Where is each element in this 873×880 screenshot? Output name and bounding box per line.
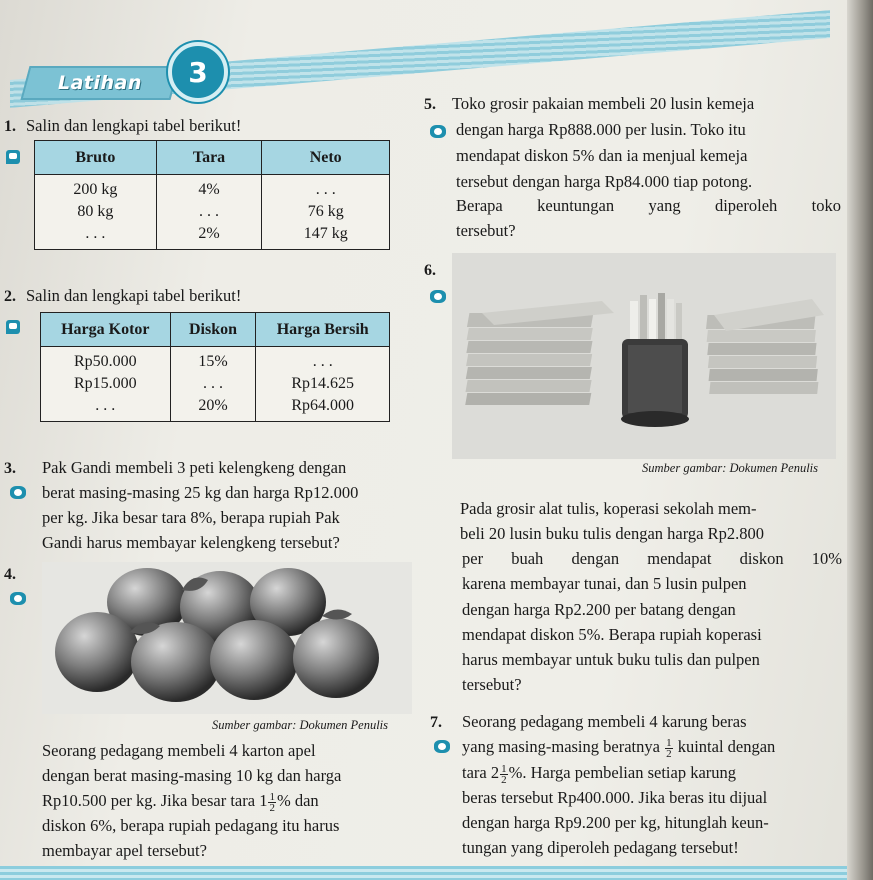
q1-cell: 76 kg	[262, 200, 390, 225]
q5-line: tersebut?	[456, 221, 516, 240]
discussion-icon	[6, 150, 20, 164]
apple	[131, 622, 221, 702]
q2-cell: . . .	[256, 347, 390, 372]
q7-tara-numerator: 1	[501, 762, 507, 775]
q7-line: kuintal dengan	[677, 737, 776, 756]
q4-line: Rp10.500 per kg. Jika besar tara	[42, 791, 256, 810]
discussion-icon	[430, 125, 446, 138]
q6-line: mendapat diskon 5%. Berapa rupiah koperasi	[462, 625, 762, 644]
discussion-icon	[10, 486, 26, 499]
q3-line: Gandi harus membayar kelengkeng tersebut?	[42, 533, 340, 552]
discussion-icon	[6, 320, 20, 334]
q7-weight-denominator: 2	[666, 747, 672, 760]
q1-cell: . . .	[35, 225, 157, 250]
q5-line: Berapa keuntungan yang diperoleh toko	[456, 196, 841, 215]
q4-tara-whole: 1	[259, 791, 268, 810]
q5-line: Toko grosir pakaian membeli 20 lusin kemeja	[452, 94, 755, 113]
latihan-text: Latihan	[58, 72, 142, 94]
q7-tara-unit: %	[508, 763, 523, 782]
q7-line: yang masing-masing beratnya	[462, 737, 660, 756]
q7-line: beras tersebut Rp400.000. Jika beras itu dijual	[462, 788, 768, 807]
q1-table	[34, 140, 390, 250]
q7-number: 7.	[430, 714, 442, 731]
q2-cell: 20%	[170, 397, 256, 422]
q2-table	[40, 312, 390, 422]
apple	[210, 620, 298, 700]
q2-cell: Rp64.000	[256, 397, 390, 422]
q4-line: diskon 6%, berapa rupiah pedagang itu harus	[42, 816, 340, 835]
apple	[55, 612, 139, 692]
q1-cell: . . .	[262, 175, 390, 200]
latihan-label	[20, 66, 179, 100]
q1-cell: 2%	[156, 225, 262, 250]
exercise-number-badge: 3	[168, 42, 228, 102]
q2-cell: Rp15.000	[41, 372, 171, 397]
q1-header-neto: Neto	[262, 141, 390, 175]
q2-header-harga-kotor: Harga Kotor	[41, 313, 171, 347]
q2-cell: . . .	[170, 372, 256, 397]
q4-line: dan	[294, 791, 319, 810]
q1-cell: 200 kg	[35, 175, 157, 200]
q1-number: 1.	[4, 118, 16, 135]
q7-tara-denominator: 2	[501, 773, 507, 786]
q4-line: membayar apel tersebut?	[42, 841, 207, 860]
q4-image-caption: Sumber gambar: Dokumen Penulis	[212, 718, 389, 732]
q3-line: per kg. Jika besar tara 8%, berapa rupiah Pak	[42, 508, 340, 527]
q4-tara-denominator: 2	[269, 801, 275, 814]
q7-tara-fraction	[500, 764, 508, 785]
q2-header-harga-bersih: Harga Bersih	[256, 313, 390, 347]
q2-cell: Rp14.625	[256, 372, 390, 397]
q4-line: dengan berat masing-masing 10 kg dan harga	[42, 766, 342, 785]
q6-line: beli 20 lusin buku tulis dengan harga Rp2.800	[460, 524, 765, 543]
q6-line: per buah dengan mendapat diskon 10%	[462, 549, 842, 568]
q4-line-tara	[42, 788, 319, 814]
q4-number: 4.	[4, 566, 16, 583]
q1-prompt: Salin dan lengkapi tabel berikut!	[26, 116, 242, 135]
apples-illustration	[42, 562, 412, 714]
book-spine-shadow	[847, 0, 873, 880]
pen-holder	[621, 293, 689, 427]
discussion-icon	[430, 290, 446, 303]
q4-tara-fraction	[268, 792, 276, 813]
q7-line: dengan harga Rp9.200 per kg, hitunglah keun-	[462, 813, 769, 832]
q7-line: Seorang pedagang membeli 4 karung beras	[462, 712, 747, 731]
q7-weight-fraction	[665, 738, 673, 759]
stationery-photo	[452, 253, 836, 459]
q6-image-caption: Sumber gambar: Dokumen Penulis	[642, 461, 819, 475]
apples-photo	[42, 562, 412, 714]
q2-cell: Rp50.000	[41, 347, 171, 372]
q4-line: Seorang pedagang membeli 4 karton apel	[42, 741, 316, 760]
q7-line: . Harga pembelian setiap karung	[522, 763, 737, 782]
q2-cell: 15%	[170, 347, 256, 372]
q2-cell: . . .	[41, 397, 171, 422]
q6-line: Pada grosir alat tulis, koperasi sekolah mem-	[460, 499, 757, 518]
q1-cell: 147 kg	[262, 225, 390, 250]
stationery-illustration	[452, 253, 836, 459]
q7-line: tara	[462, 763, 487, 782]
q1-header-tara: Tara	[156, 141, 262, 175]
q5-number: 5.	[424, 96, 436, 113]
q7-tara-whole: 2	[490, 763, 500, 782]
q4-tara-unit: %	[276, 791, 291, 810]
q6-line: harus membayar untuk buku tulis dan pulpen	[462, 650, 760, 669]
q4-tara-numerator: 1	[269, 790, 275, 803]
q5-line: tersebut dengan harga Rp84.000 tiap potong.	[456, 172, 753, 191]
apple	[293, 618, 379, 698]
q2-number: 2.	[4, 288, 16, 305]
q1-cell: 80 kg	[35, 200, 157, 225]
q1-header-bruto: Bruto	[35, 141, 157, 175]
q6-line: dengan harga Rp2.200 per batang dengan	[462, 600, 736, 619]
q1-cell: . . .	[156, 200, 262, 225]
q6-line: tersebut?	[462, 675, 522, 694]
q7-line-tara	[462, 760, 736, 786]
q5-line: dengan harga Rp888.000 per lusin. Toko itu	[456, 120, 746, 139]
q2-prompt: Salin dan lengkapi tabel berikut!	[26, 286, 242, 305]
discussion-icon	[434, 740, 450, 753]
q3-line: berat masing-masing 25 kg dan harga Rp12.000	[42, 483, 359, 502]
q7-line: tungan yang diperoleh pedagang tersebut!	[462, 838, 739, 857]
discussion-icon	[10, 592, 26, 605]
q2-header-diskon: Diskon	[170, 313, 256, 347]
q3-line: Pak Gandi membeli 3 peti kelengkeng dengan	[42, 458, 347, 477]
q7-weight-numerator: 1	[666, 736, 672, 749]
q6-line: karena membayar tunai, dan 5 lusin pulpen	[462, 574, 747, 593]
q7-line-weight	[462, 734, 775, 760]
q6-number: 6.	[424, 262, 436, 279]
q1-cell: 4%	[156, 175, 262, 200]
q3-number: 3.	[4, 460, 16, 477]
footer-stripe	[0, 866, 873, 880]
q5-line: mendapat diskon 5% dan ia menjual kemeja	[456, 146, 748, 165]
